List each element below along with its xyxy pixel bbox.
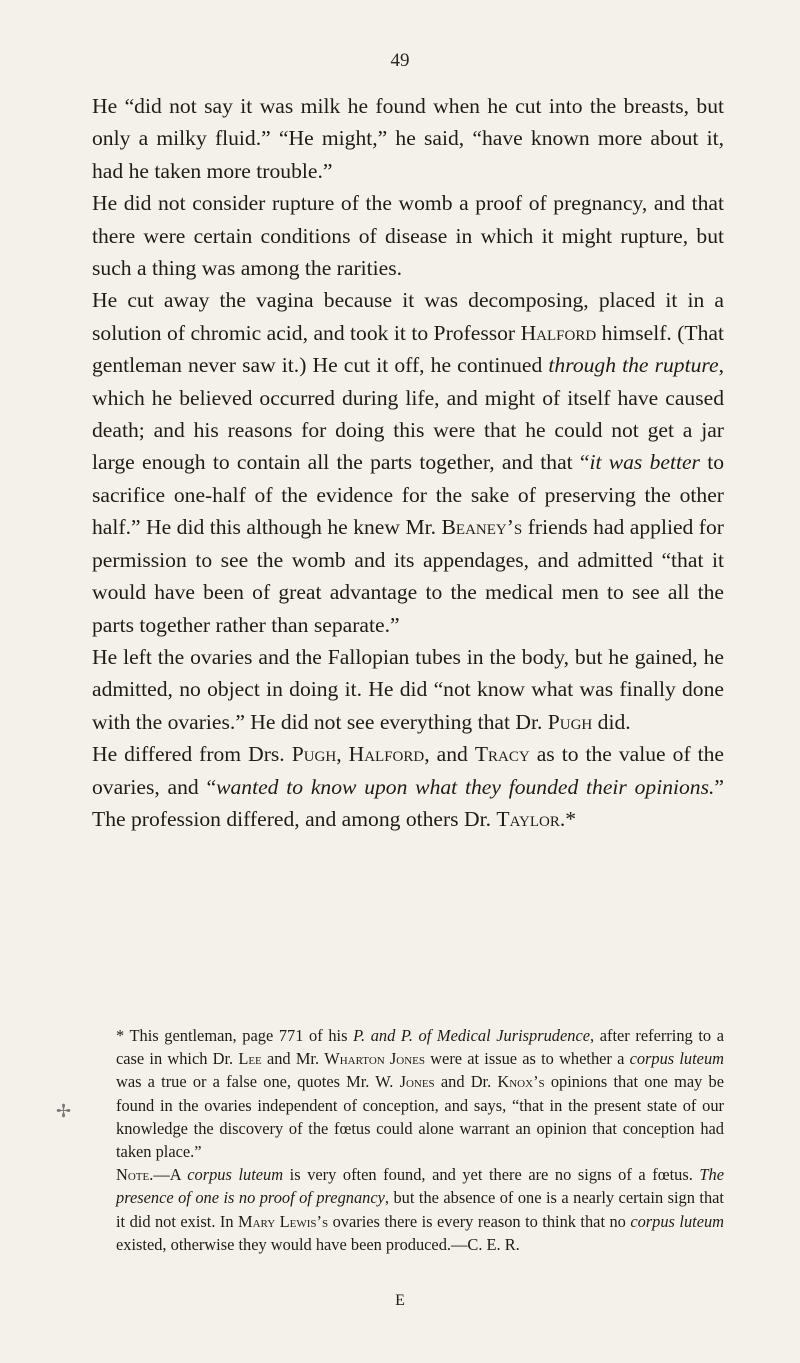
margin-mark-icon: ✢ [56,1101,72,1121]
text-run: himself. (That gentleman never saw it.) He cut it off, he continued [92,320,724,378]
small-caps-name: Pugh [547,709,593,734]
small-caps-name: Tracy [474,742,530,767]
text-run: is very often found, and yet there are no signs of a fœtus. [283,1165,700,1185]
text-run: did. [592,709,631,734]
footnotes [116,1024,724,1256]
text-run: He left the ovaries and the Fallopian tubes in the body, but he gained, he admitted, no object in doing it. He did “not know what was finally done with the ovaries.” He did not see everything that Dr. [92,644,724,734]
text-run: , and [424,742,475,767]
small-caps-name: Beaney’s [441,515,523,540]
small-caps-name: Pugh [291,742,337,767]
text-run: ovaries there is every reason to think that no [328,1211,631,1231]
paragraph [92,187,724,284]
text-run: * This gentleman, page 771 of his [116,1026,354,1045]
text-run: , after referring to a case in which Dr. [116,1026,724,1069]
italic-text: it was better [589,450,700,475]
text-run: to sacrifice one-half of the evidence for the sake of preserving the other half.” He did this although he knew Mr. [92,450,724,540]
text-run: friends had applied for permission to see the womb and its appendages, and admitted “that it would have been of great advantage to the medical men to see all the parts together rather than separate.” [92,515,724,637]
text-run: was a true or a false one, quotes Mr. W. [116,1072,400,1092]
text-run: were at issue as to whether a [425,1049,630,1069]
small-caps-name: Lee [238,1049,262,1069]
text-run: existed, otherwise they would have been produced.—C. E. R. [116,1234,520,1254]
text-run: He differed from Drs. [92,742,292,767]
small-caps-name: Knox’s [497,1072,545,1092]
text-run: as to the value of the ovaries, and “ [92,742,725,799]
paragraph [92,90,724,187]
footnote [116,1024,724,1163]
text-run: He did not consider rupture of the womb a proof of pregnancy, and that there were certain conditions of disease in which it might rupture, but such a thing was among the rarities. [92,191,724,281]
text-run: and Dr. [434,1072,498,1092]
text-run: and Mr. [261,1049,325,1069]
text-run: , which he believed occurred during life, and might of itself have caused death; and his reasons for doing this were that he could not get a jar large enough to contain all the parts together, and that “ [92,353,724,475]
small-caps-name: Jones [399,1072,435,1092]
small-caps-name: Wharton Jones [324,1049,426,1069]
small-caps-name: Mary Lewis’s [238,1211,329,1231]
text-run: .—A [149,1165,188,1185]
italic-text: The presence of one is no proof of pregnancy [116,1165,724,1208]
italic-text: through the rupture [548,353,719,378]
small-caps-name: Halford [520,320,597,345]
page-number: 49 [390,50,410,71]
text-run: , [336,742,349,767]
signature-mark: E [395,1292,405,1309]
small-caps-name: Taylor [496,806,560,831]
body-text [92,90,724,835]
italic-text: corpus luteum [187,1165,284,1185]
text-run: He cut away the vagina because it was decomposing, placed it in a solution of chromic acid, and took it to Professor [92,288,724,345]
small-caps-name: Halford [348,742,425,767]
small-caps-name: Note [116,1165,150,1185]
italic-text: P. and P. of Medical Jurisprudence [353,1026,591,1045]
text-run: .* [559,806,577,831]
italic-text: wanted to know upon what they founded their opinions. [216,774,715,799]
editor-note [116,1163,724,1256]
text-run: , but the absence of one is a nearly certain sign that it did not exist. In [116,1188,724,1231]
text-run: opinions that one may be found in the ovaries independent of conception, and says, “that in the present state of our knowledge the discovery of the fœtus could alone warrant an opinion that conception had taken place.” [116,1072,724,1162]
paragraph [92,284,724,640]
italic-text: corpus luteum [630,1211,724,1231]
text-run: He “did not say it was milk he found when he cut into the breasts, but only a milky fluid.” “He might,” he said, “have known more about it, had he taken more trouble.” [92,94,724,183]
paragraph [92,738,724,835]
paragraph [92,641,724,738]
italic-text: corpus luteum [629,1049,724,1069]
text-run: ” The profession differed, and among others Dr. [92,774,724,831]
